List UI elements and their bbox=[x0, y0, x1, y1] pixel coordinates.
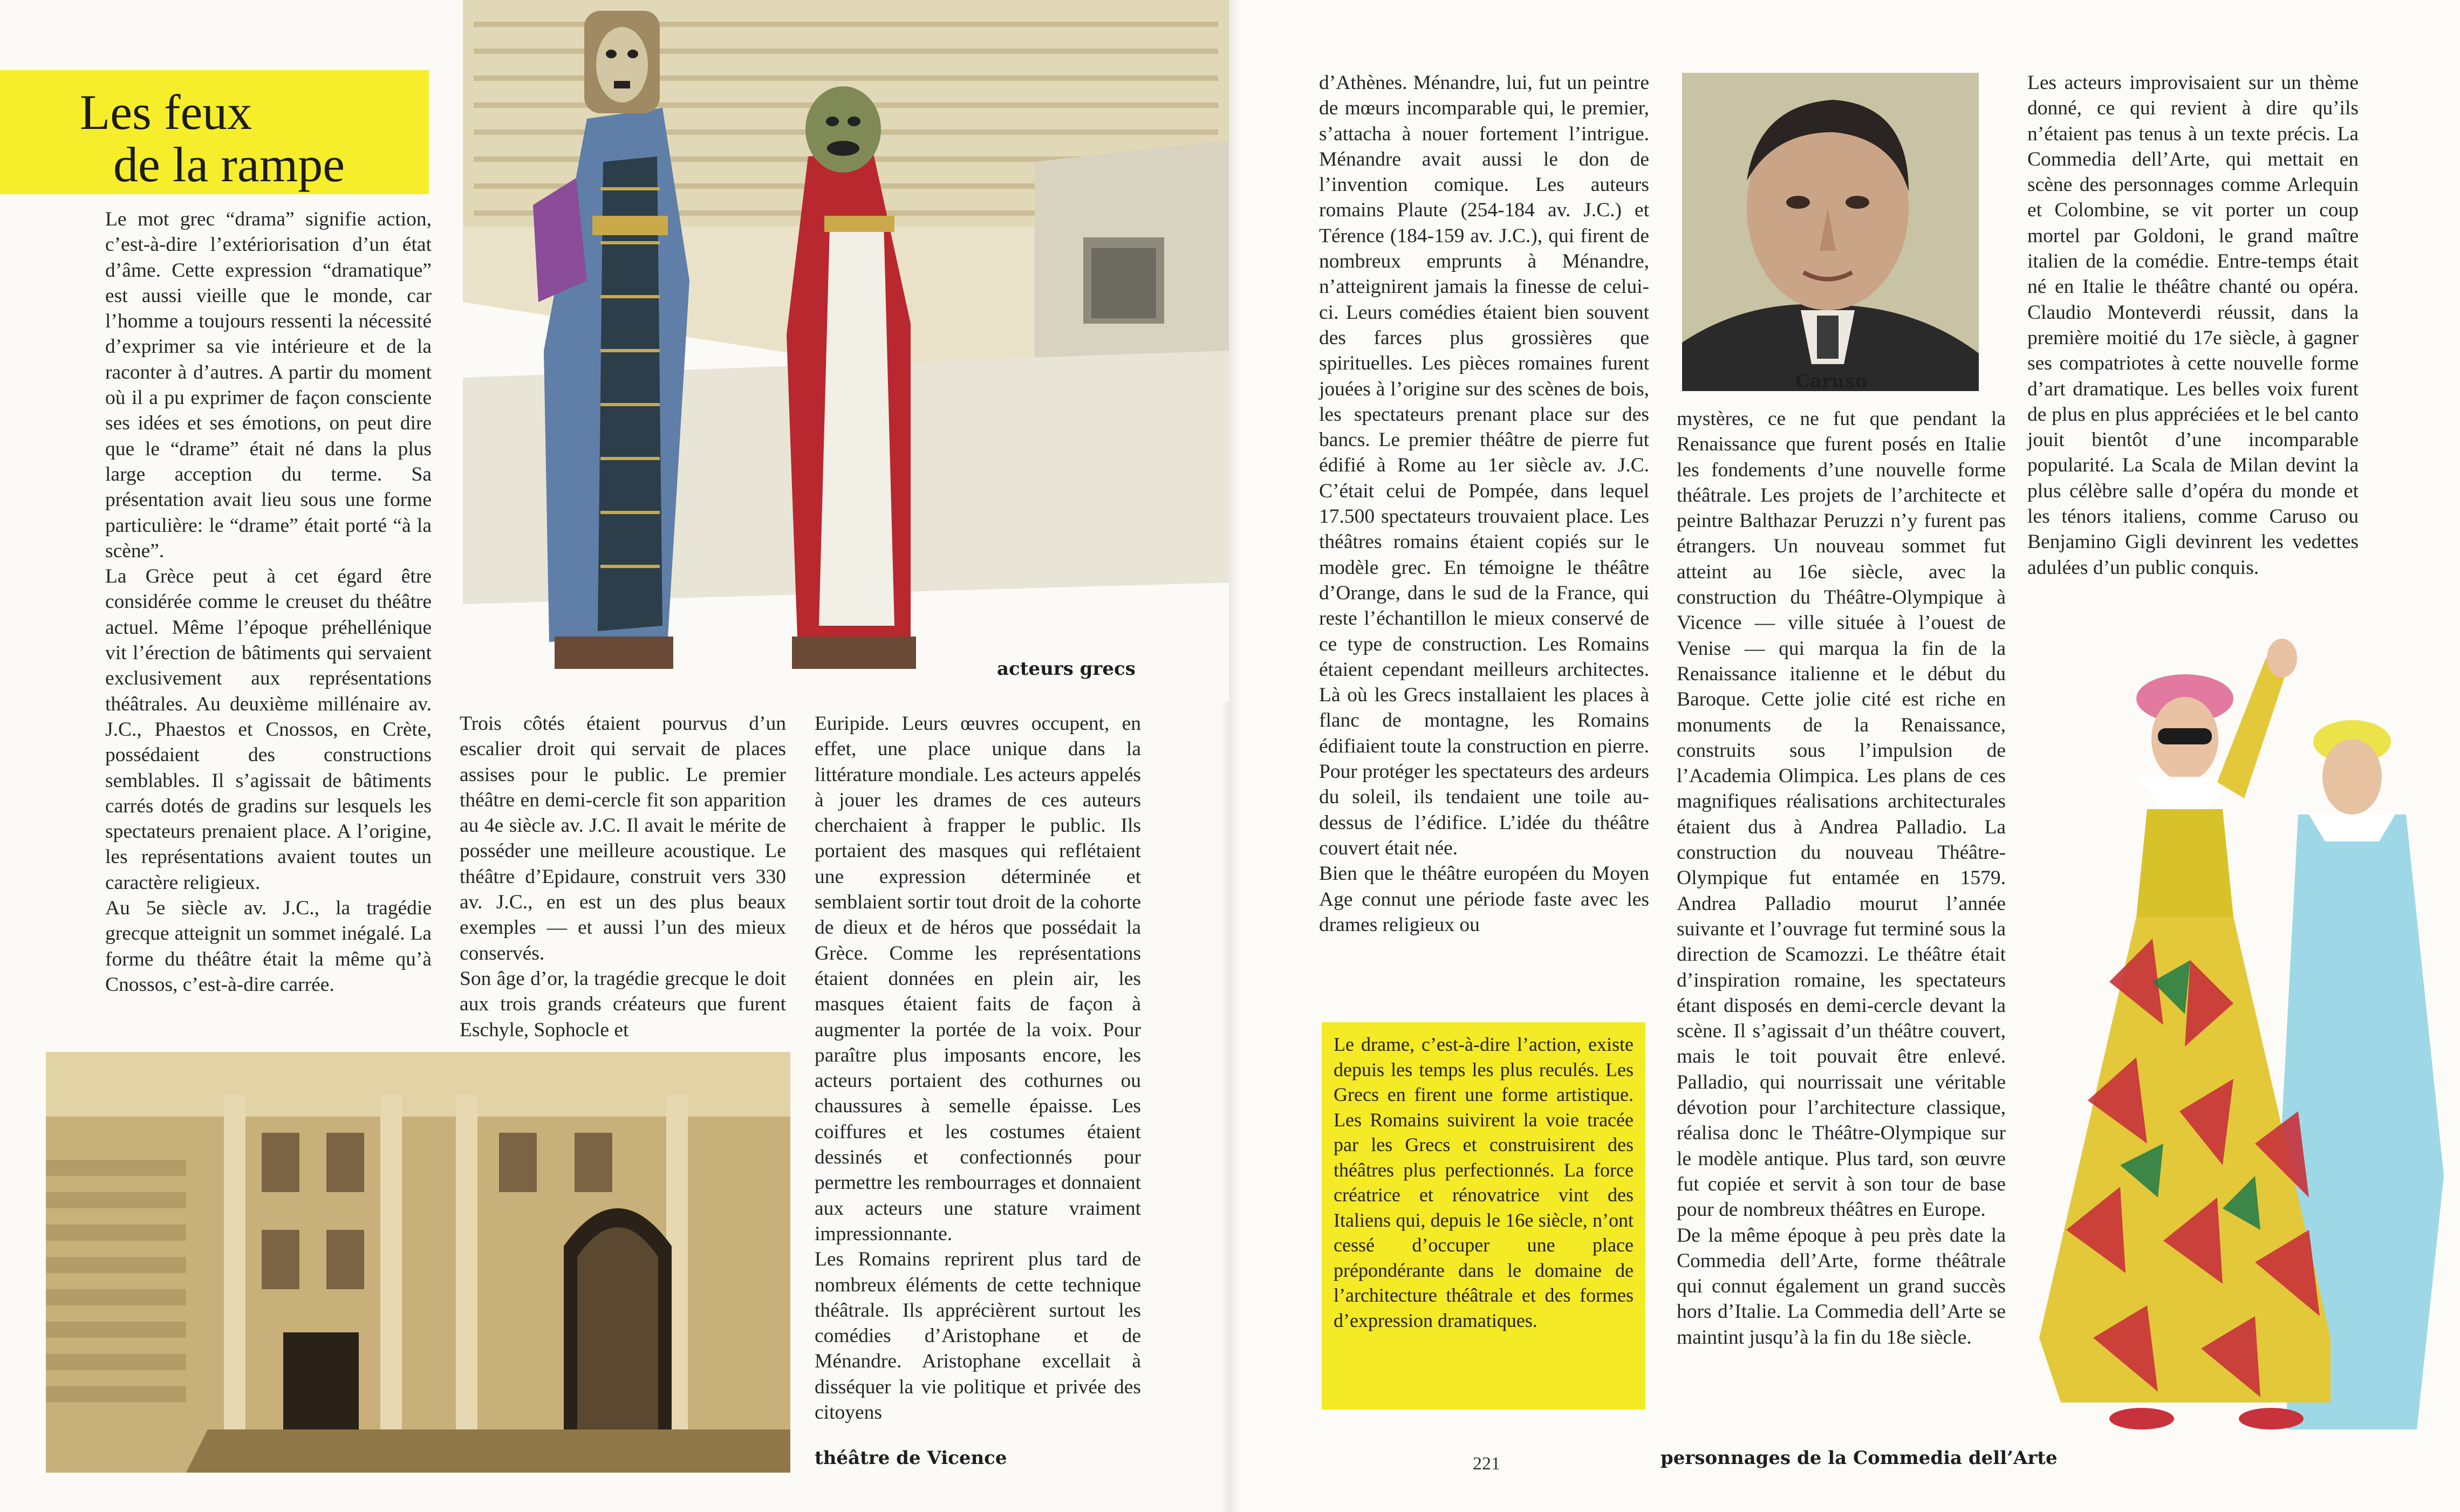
caption-caruso: Caruso bbox=[1795, 371, 1868, 392]
text-column-4 bbox=[1319, 70, 1649, 938]
paragraph: mystères, ce ne fut que pendant la Renaissance que furent posés en Italie les fondements d’une nouvelle forme théâtrale. Les projets de l’architecte et peintre Balthazar Peruzzi n’y furent pas étrangers. Un nouveau sommet fut atteint au 16e siècle, avec la construction du Théâtre-Olympique à Vicence — ville située à l’ouest de Venise — qui marqua la fin de la Renaissance italienne et le début du Baroque. Cette jolie cité est riche en monuments de la Renaissance, construits sous l’impulsion de l’Academia Olimpica. Les plans de ces magnifiques réalisations architecturales étaient dus à Andrea Palladio. La construction du nouveau Théâtre-Olympique fut entamée en 1579. Andrea Palladio mourut l’année suivante et l’ouvrage fut terminé sous la direction de Scamozzi. Le théâtre était d’inspiration romaine, les spectateurs étant disposés en demi-cercle devant la scène. Il s’agissait d’un théâtre couvert, mais le toit pouvait être enlevé. Palladio, qui nourrissait une véritable dévotion pour l’architecture classique, réalisa donc le Théâtre-Olympique sur le modèle antique. Plus tard, son œuvre fut copiée et servit à son tour de base pour de nombreux théâtres en Europe. bbox=[1677, 408, 2006, 1221]
paragraph: Au 5e siècle av. J.C., la tragédie grecque atteignit un sommet inégalé. La forme du théâtre était la même qu’à Cnossos, c’est-à-dire carrée. bbox=[105, 897, 432, 996]
paragraph: Son âge d’or, la tragédie grecque le doit aux trois grands créateurs que furent Eschyle, Sophocle et bbox=[460, 967, 786, 1041]
title-line-2: de la rampe bbox=[113, 137, 345, 192]
title-line-1: Les feux bbox=[80, 85, 252, 140]
vicenza-theatre-drawing bbox=[46, 1052, 790, 1473]
caruso-portrait-drawing bbox=[1682, 73, 1979, 391]
caption-vicenza-theatre: théâtre de Vicence bbox=[815, 1447, 1007, 1469]
paragraph: Trois côtés étaient pourvus d’un escalier droit qui servait de places assises pour le public. Le premier théâtre en demi-cercle fit son apparition au 4e siècle av. J.C. Il avait le mérite de posséder une meilleure acoustique. Le théâtre d’Epidaure, construit vers 330 av. J.C., en est un des plus beaux exemples — et aussi l’un des mieux conservés. bbox=[460, 713, 786, 964]
commedia-drawing bbox=[2028, 637, 2460, 1512]
caption-greek-actors: acteurs grecs bbox=[997, 658, 1136, 680]
vicenza-theatre-illustration bbox=[46, 1052, 790, 1473]
paragraph: Les Romains reprirent plus tard de nombreux éléments de cette technique théâtrale. Ils apprécièrent surtout les comédies d’Aristophane et de Ménandre. Aristophane excellait à disséquer la vie politique et privée des citoyens bbox=[815, 1248, 1141, 1424]
text-column-5 bbox=[1677, 406, 2006, 1350]
caruso-portrait bbox=[1682, 73, 1979, 391]
title-box bbox=[0, 70, 429, 194]
commedia-illustration bbox=[2028, 637, 2460, 1512]
summary-box bbox=[1322, 1022, 1645, 1410]
paragraph: d’Athènes. Ménandre, lui, fut un peintre de mœurs incomparable qui, le premier, s’attacha à nouer fortement l’intrigue. Ménandre avait aussi le don de l’invention comique. Les auteurs romains Plaute (254-184 av. J.C.) et Térence (184-159 av. J.C.), qui firent de nombreux emprunts à Ménandre, n’atteignirent jamais la finesse de celui-ci. Leurs comédies étaient bien souvent des farces plus grossières que spirituelles. Les pièces romaines furent jouées à l’origine sur des scènes de bois, les spectateurs prenant place sur des bancs. Le premier théâtre de pierre fut édifié à Rome au 1er siècle av. J.C. C’était celui de Pompée, dans lequel 17.500 spectateurs trouvaient place. Les théâtres romains étaient copiés sur le modèle grec. En témoigne le théâtre d’Orange, dans le sud de la France, qui reste l’échantillon le mieux conservé de ce type de construction. Les Romains étaient cependant meilleurs architectes. Là où les Grecs installaient les places à flanc de montagne, les Romains édifiaient toute la construction en pierre. Pour protéger les spectateurs des ardeurs du soleil, ils tendaient une toile au-dessus de l’édifice. L’idée du théâtre couvert était née. bbox=[1319, 72, 1649, 859]
paragraph: De la même époque à peu près date la Commedia dell’Arte, forme théâtrale qui connut également un grand succès hors d’Italie. La Commedia dell’Arte se maintint jusqu’à la fin du 18e siècle. bbox=[1677, 1224, 2006, 1349]
text-column-2 bbox=[460, 711, 786, 1043]
paragraph: La Grèce peut à cet égard être considérée comme le creuset du théâtre actuel. Même l’époque préhellénique vit l’érection de bâtiments qui servaient exclusivement aux représentations théâtrales. Au deuxième millénaire av. J.C., Phaestos et Cnossos, en Crète, possédaient des constructions semblables. Il s’agissait de bâtiments carrés dotés de gradins sur lesquels les spectateurs prenaient place. A l’origine, les représentations avaient toutes un caractère religieux. bbox=[105, 565, 432, 894]
text-column-1 bbox=[105, 207, 432, 997]
greek-actors-drawing bbox=[463, 0, 1229, 701]
paragraph: Bien que le théâtre européen du Moyen Age connut une période faste avec les drames religieux ou bbox=[1319, 863, 1649, 936]
text-column-6 bbox=[2027, 70, 2359, 580]
summary-text: Le drame, c’est-à-dire l’action, existe depuis les temps les plus reculés. Les Grecs en firent une forme artistique. Les Romains suivirent la voie tracée par les Grecs et construisirent des théâtres plus perfectionnés. La force créatrice et rénovatrice vint des Italiens qui, depuis le 16e siècle, n’ont cessé d’occuper une place prépondérante dans le domaine de l’architecture théâtrale et des formes d’expression dramatiques. bbox=[1334, 1034, 1634, 1331]
paragraph: Le mot grec “drama” signifie action, c’est-à-dire l’extériorisation d’un état d’âme. Cette expression “dramatique” est aussi vieille que le monde, car l’homme a toujours ressenti la nécessité d’exprimer sa vie intérieure et de la raconter à d’autres. A partir du moment où il a pu exprimer de façon consciente ses idées et ses émotions, on peut dire que le “drame” était né dans la plus large acception du terme. Sa présentation avait lieu sous une forme particulière: le “drame” était porté “à la scène”. bbox=[105, 208, 432, 562]
greek-actors-illustration bbox=[463, 0, 1229, 701]
text-column-3 bbox=[815, 711, 1141, 1425]
caption-commedia: personnages de la Commedia dell’Arte bbox=[1660, 1447, 2058, 1469]
paragraph: Les acteurs improvisaient sur un thème donné, ce qui revient à dire qu’ils n’étaient pas tenus à un texte précis. La Commedia dell’Arte, qui mettait en scène des personnages comme Arlequin et Colombine, se vit porter un coup mortel par Goldoni, le grand maître italien de la comédie. Entre-temps était né en Italie le théâtre chanté ou opéra. Claudio Monteverdi réussit, dans la première moitié du 17e siècle, à gagner ses compatriotes à cette nouvelle forme d’art dramatique. Les belles voix furent de plus en plus appréciées et le bel canto jouit bientôt d’une incomparable popularité. La Scala de Milan devint la plus célèbre salle d’opéra du monde et les ténors italiens, comme Caruso ou Benjamino Gigli devinrent les vedettes adulées d’un public conquis. bbox=[2027, 72, 2359, 579]
page-number: 221 bbox=[1473, 1454, 1500, 1474]
paragraph: Euripide. Leurs œuvres occupent, en effet, une place unique dans la littérature mondiale. Les acteurs appelés à jouer les drames de ces auteurs cherchaient à frapper le public. Ils portaient des masques qui reflétaient une expression déterminée et semblaient sortir tout droit de la cohorte de dieux et de héros que possédait la Grèce. Comme les représentations étaient données en plein air, les masques étaient faits de façon à augmenter la portée de la voix. Pour paraître plus imposants encore, les acteurs portaient des cothurnes ou chaussures à semelle épaisse. Les coiffures et les costumes étaient dessinés et confectionnés pour permettre les rembourrages et donnaient aux acteurs une stature vraiment impressionnante. bbox=[815, 713, 1141, 1245]
